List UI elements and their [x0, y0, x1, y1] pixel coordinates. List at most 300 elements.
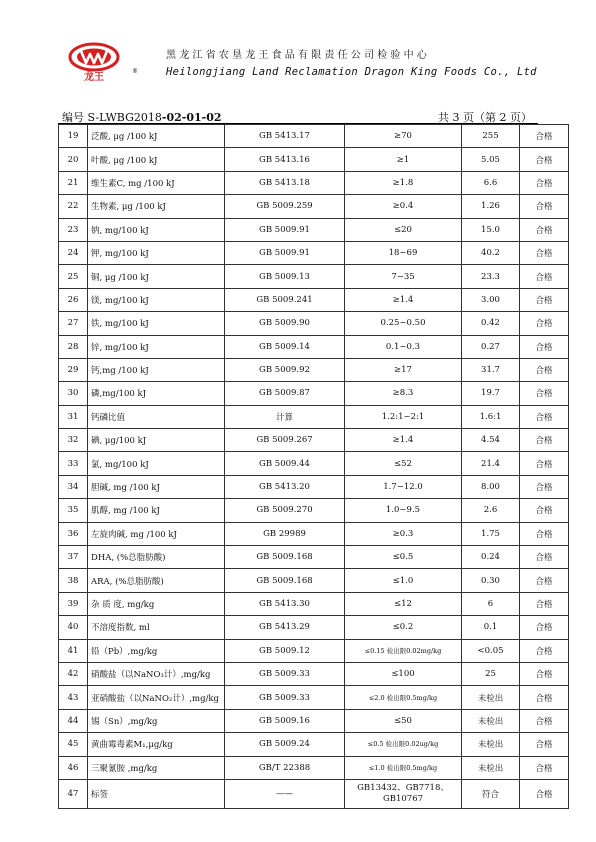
judgement-text: 合格: [535, 132, 553, 143]
test-item: [88, 265, 225, 288]
judgement-text: 合格: [535, 272, 553, 283]
test-method: [225, 429, 345, 452]
test-result: [462, 569, 520, 592]
standard-requirement: [345, 546, 462, 569]
standard-requirement-text: ≥17: [394, 365, 412, 376]
standard-requirement: [345, 312, 462, 335]
results-table-body: [59, 125, 569, 809]
report-number-prefix: 编号 S-LWBG2018: [62, 111, 162, 124]
test-result-text: 未检出: [477, 693, 504, 704]
table-row: [59, 195, 569, 218]
results-table: [58, 124, 569, 809]
judgement-text: 合格: [535, 693, 553, 704]
test-item: [88, 662, 225, 685]
test-result: [462, 639, 520, 662]
test-item-text: 氯, mg/100 kJ: [91, 459, 149, 470]
test-item-text: 叶酸, μg /100 kJ: [91, 155, 158, 166]
test-method: [225, 616, 345, 639]
test-method-text: GB 5009.259: [256, 201, 313, 212]
test-item-text: 钙,mg /100 kJ: [91, 366, 149, 377]
test-item: [88, 429, 225, 452]
judgement-text: 合格: [535, 576, 553, 587]
test-method-text: GB 5009.33: [259, 669, 310, 680]
row-number-text: 21: [67, 177, 79, 188]
row-number-text: 31: [67, 411, 79, 422]
judgement: [520, 616, 569, 639]
row-number-text: 41: [67, 645, 79, 656]
row-number: [59, 125, 88, 148]
table-row: [59, 125, 569, 148]
judgement-text: 合格: [535, 436, 553, 447]
test-method: [225, 241, 345, 264]
test-item: [88, 382, 225, 405]
row-number-text: 22: [67, 201, 79, 212]
test-item-text: 镁, mg/100 kJ: [91, 295, 149, 306]
test-result-text: 0.24: [481, 552, 500, 563]
standard-requirement: [345, 195, 462, 218]
test-item-text: 铅（Pb）,mg/kg: [91, 646, 158, 657]
table-row: [59, 218, 569, 241]
table-row: [59, 312, 569, 335]
test-method: [225, 312, 345, 335]
test-result: [462, 195, 520, 218]
report-header: [58, 38, 538, 88]
judgement-text: 合格: [535, 740, 553, 751]
standard-requirement: [345, 452, 462, 475]
test-method: [225, 171, 345, 194]
table-row: [59, 241, 569, 264]
row-number: [59, 148, 88, 171]
test-method: [225, 639, 345, 662]
test-item-text: 泛酸, μg /100 kJ: [91, 132, 158, 143]
standard-requirement-text: ≥1.4: [392, 294, 414, 305]
judgement: [520, 265, 569, 288]
dragon-king-logo: [66, 42, 130, 82]
judgement: [520, 686, 569, 709]
row-number-text: 25: [67, 271, 79, 282]
test-method: [225, 148, 345, 171]
test-method-text: GB 5009.44: [259, 458, 310, 469]
standard-requirement: [345, 499, 462, 522]
standard-requirement-text: ≤2.0 检出限0.5mg/kg: [368, 693, 438, 702]
test-item-text: 维生素C, mg /100 kJ: [91, 178, 175, 189]
test-item: [88, 546, 225, 569]
test-method: [225, 475, 345, 498]
test-item: [88, 475, 225, 498]
row-number-text: 19: [67, 131, 79, 142]
judgement: [520, 475, 569, 498]
row-number: [59, 709, 88, 732]
judgement: [520, 335, 569, 358]
table-row: [59, 499, 569, 522]
standard-requirement-text: 7~35: [391, 271, 415, 282]
test-result: [462, 616, 520, 639]
test-result-text: 4.54: [481, 435, 500, 446]
table-row: [59, 639, 569, 662]
test-method: [225, 195, 345, 218]
row-number-text: 27: [67, 318, 79, 329]
test-result-text: 31.7: [481, 365, 500, 376]
test-method-text: GB 5009.14: [259, 341, 310, 352]
test-result: [462, 218, 520, 241]
test-method-text: GB 5413.18: [259, 177, 310, 188]
table-row: [59, 405, 569, 428]
row-number: [59, 358, 88, 381]
row-number: [59, 335, 88, 358]
test-method-text: GB 5413.17: [259, 131, 310, 142]
test-result: [462, 452, 520, 475]
judgement-text: 合格: [535, 506, 553, 517]
judgement: [520, 546, 569, 569]
test-result-text: 25: [485, 669, 496, 680]
standard-requirement-text: ≤100: [391, 669, 415, 680]
standard-requirement-text: 1.2:1~2:1: [381, 411, 425, 422]
standard-requirement: [345, 662, 462, 685]
judgement-text: 合格: [535, 342, 553, 353]
test-method-text: GB 5009.270: [256, 505, 313, 516]
table-row: [59, 709, 569, 732]
test-item: [88, 639, 225, 662]
test-result-text: 未检出: [477, 740, 504, 751]
org-name-cn: 黑龙江省农垦龙王食品有限责任公司检验中心: [166, 50, 430, 61]
judgement-text: 合格: [535, 178, 553, 189]
judgement-text: 合格: [535, 716, 553, 727]
table-row: [59, 546, 569, 569]
test-result: [462, 779, 520, 808]
test-item: [88, 218, 225, 241]
test-result: [462, 288, 520, 311]
judgement: [520, 358, 569, 381]
test-item-text: DHA, (%总脂肪酸): [91, 553, 166, 564]
test-method: [225, 358, 345, 381]
page-info: 共 3 页（第 2 页）: [438, 111, 532, 124]
standard-requirement: [345, 265, 462, 288]
test-method: [225, 709, 345, 732]
test-method: [225, 592, 345, 615]
judgement: [520, 405, 569, 428]
row-number-text: 40: [67, 622, 79, 633]
test-item-text: 杂 质 度, mg/kg: [91, 600, 155, 610]
standard-requirement: [345, 171, 462, 194]
test-result: [462, 499, 520, 522]
row-number: [59, 639, 88, 662]
test-item: [88, 148, 225, 171]
judgement-text: 合格: [535, 553, 553, 564]
test-method: [225, 405, 345, 428]
test-method: [225, 569, 345, 592]
test-item-text: 胆碱, mg /100 kJ: [91, 483, 160, 494]
standard-requirement-text: 0.25~0.50: [380, 318, 426, 329]
test-item: [88, 312, 225, 335]
standard-requirement-text: ≥8.3: [392, 388, 414, 399]
test-item: [88, 499, 225, 522]
row-number-text: 47: [67, 788, 79, 799]
judgement: [520, 522, 569, 545]
row-number: [59, 429, 88, 452]
table-row: [59, 522, 569, 545]
standard-requirement: [345, 125, 462, 148]
test-method-text: GB 5009.92: [259, 365, 310, 376]
test-result: [462, 756, 520, 779]
row-number-text: 23: [67, 224, 79, 235]
test-item-text: 生物素, μg /100 kJ: [91, 202, 166, 213]
standard-requirement: [345, 405, 462, 428]
row-number: [59, 195, 88, 218]
judgement-text: 合格: [535, 249, 553, 260]
table-row: [59, 475, 569, 498]
test-item-text: 锡（Sn）,mg/kg: [91, 716, 158, 727]
test-item: [88, 592, 225, 615]
table-row: [59, 756, 569, 779]
table-row: [59, 733, 569, 756]
standard-requirement-text: GB13432、GB7718、GB10767: [357, 783, 449, 804]
row-number: [59, 171, 88, 194]
test-item-text: 标签: [91, 789, 109, 800]
judgement-text: 合格: [535, 670, 553, 681]
row-number-text: 35: [67, 505, 79, 516]
test-item-text: 不溶度指数, ml: [91, 623, 150, 634]
test-method-text: GB 5009.241: [256, 294, 313, 305]
test-method: [225, 686, 345, 709]
judgement-text: 合格: [535, 319, 553, 330]
judgement: [520, 288, 569, 311]
row-number-text: 28: [67, 341, 79, 352]
test-result: [462, 709, 520, 732]
test-method: [225, 265, 345, 288]
standard-requirement-text: ≥1.8: [392, 177, 414, 188]
test-item-text: 黄曲霉毒素M₁,μg/kg: [91, 740, 173, 751]
test-method-text: GB 5009.12: [259, 645, 310, 656]
test-item-text: 左旋肉碱, mg /100 kJ: [91, 529, 177, 540]
judgement-text: 合格: [535, 202, 553, 213]
standard-requirement-text: ≥1: [396, 154, 410, 165]
standard-requirement-text: 0.1~0.3: [385, 341, 421, 352]
table-row: [59, 265, 569, 288]
table-row: [59, 662, 569, 685]
standard-requirement: [345, 756, 462, 779]
test-item-text: ARA, (%总脂肪酸): [91, 576, 164, 587]
test-method: [225, 546, 345, 569]
test-result-text: 0.42: [481, 318, 500, 329]
test-method: [225, 125, 345, 148]
judgement: [520, 312, 569, 335]
standard-requirement-text: ≥0.3: [392, 528, 414, 539]
row-number: [59, 733, 88, 756]
standard-requirement-text: ≥0.4: [392, 201, 414, 212]
test-result: [462, 522, 520, 545]
standard-requirement: [345, 382, 462, 405]
test-method: [225, 733, 345, 756]
test-item-text: 铜, μg /100 kJ: [91, 272, 149, 283]
judgement: [520, 709, 569, 732]
judgement: [520, 569, 569, 592]
judgement-text: 合格: [535, 600, 553, 610]
judgement-text: 合格: [535, 366, 553, 377]
test-result: [462, 733, 520, 756]
row-number: [59, 662, 88, 685]
test-method-text: GB 5009.33: [259, 692, 310, 703]
judgement: [520, 171, 569, 194]
row-number-text: 43: [67, 692, 79, 703]
table-row: [59, 148, 569, 171]
row-number-text: 29: [67, 365, 79, 376]
table-row: [59, 686, 569, 709]
row-number-text: 39: [67, 599, 79, 609]
test-result-text: 未检出: [477, 763, 504, 774]
row-number: [59, 686, 88, 709]
row-number: [59, 592, 88, 615]
test-item-text: 磷,mg/100 kJ: [91, 389, 147, 400]
standard-requirement-text: ≤12: [394, 599, 412, 609]
test-result-text: 符合: [481, 789, 499, 800]
test-method-text: GB 5009.168: [256, 552, 313, 563]
test-item: [88, 452, 225, 475]
registered-mark: ®: [132, 68, 138, 75]
judgement: [520, 779, 569, 808]
test-method-text: GB 5009.24: [259, 739, 310, 750]
standard-requirement-text: 1.7~12.0: [383, 482, 423, 493]
standard-requirement: [345, 733, 462, 756]
standard-requirement-text: 1.0~9.5: [385, 505, 421, 516]
standard-requirement-text: ≤0.15 检出限0.02mg/kg: [364, 646, 442, 655]
test-method-text: GB 5413.30: [259, 599, 310, 609]
test-item-text: 硝酸盐（以NaNO₃计）,mg/kg: [91, 670, 211, 681]
test-result: [462, 265, 520, 288]
test-item: [88, 779, 225, 808]
judgement: [520, 195, 569, 218]
judgement-text: 合格: [535, 389, 553, 400]
row-number: [59, 241, 88, 264]
logo-text: 龙王: [84, 72, 104, 82]
test-method: [225, 522, 345, 545]
test-method-text: GB 5009.90: [259, 318, 310, 329]
test-item: [88, 171, 225, 194]
test-result-text: 3.00: [481, 294, 500, 305]
test-method-text: GB 5413.20: [259, 482, 310, 493]
row-number: [59, 779, 88, 808]
judgement: [520, 662, 569, 685]
table-row: [59, 288, 569, 311]
test-item-text: 锌, mg/100 kJ: [91, 342, 149, 353]
test-method: [225, 756, 345, 779]
judgement: [520, 639, 569, 662]
table-row: [59, 429, 569, 452]
row-number: [59, 382, 88, 405]
table-row: [59, 335, 569, 358]
table-row: [59, 779, 569, 808]
test-result: [462, 429, 520, 452]
row-number: [59, 452, 88, 475]
judgement-text: 合格: [535, 529, 553, 540]
standard-requirement-text: ≤1.0: [392, 575, 414, 586]
org-name-en: Heilongjiang Land Reclamation Dragon King Foods Co., Ltd: [166, 66, 537, 78]
judgement: [520, 429, 569, 452]
standard-requirement-text: ≤20: [394, 224, 412, 235]
judgement-text: 合格: [535, 412, 553, 423]
table-row: [59, 452, 569, 475]
test-result: [462, 312, 520, 335]
test-result-text: 19.7: [481, 388, 500, 399]
row-number: [59, 522, 88, 545]
standard-requirement-text: ≤0.5 检出限0.02ug/kg: [367, 740, 439, 749]
test-result: [462, 475, 520, 498]
judgement-text: 合格: [535, 295, 553, 306]
judgement-text: 合格: [535, 789, 553, 800]
test-item: [88, 709, 225, 732]
test-method-text: GB 5009.87: [259, 388, 310, 399]
test-item: [88, 756, 225, 779]
test-result-text: 0.1: [483, 622, 498, 633]
test-item-text: 钙磷比值: [91, 412, 126, 423]
table-row: [59, 616, 569, 639]
row-number: [59, 312, 88, 335]
test-result-text: 5.05: [481, 154, 500, 165]
test-result: [462, 241, 520, 264]
test-result-text: <0.05: [477, 645, 504, 656]
standard-requirement-text: ≤1.0 检出限0.5mg/kg: [368, 763, 438, 772]
test-item-text: 肌醇, mg /100 kJ: [91, 506, 160, 517]
test-item: [88, 125, 225, 148]
test-item: [88, 405, 225, 428]
row-number: [59, 499, 88, 522]
test-method: [225, 499, 345, 522]
table-row: [59, 382, 569, 405]
standard-requirement-text: ≤52: [394, 458, 412, 469]
standard-requirement-text: ≤50: [394, 715, 412, 726]
table-row: [59, 569, 569, 592]
test-result: [462, 592, 520, 615]
test-result-text: 未检出: [477, 716, 504, 727]
test-item: [88, 569, 225, 592]
row-number: [59, 616, 88, 639]
judgement: [520, 148, 569, 171]
row-number-text: 26: [67, 294, 79, 305]
judgement: [520, 756, 569, 779]
judgement-text: 合格: [535, 763, 553, 774]
test-result-text: 0.27: [481, 341, 500, 352]
test-result-text: 21.4: [481, 458, 500, 469]
row-number-text: 32: [67, 435, 79, 446]
row-number: [59, 265, 88, 288]
test-item-text: 钠, mg/100 kJ: [91, 225, 149, 236]
standard-requirement: [345, 218, 462, 241]
standard-requirement: [345, 475, 462, 498]
test-item-text: 三聚氰胺 ,mg/kg: [91, 763, 158, 774]
test-method: [225, 452, 345, 475]
test-item-text: 亚硝酸盐（以NaNO₂计）,mg/kg: [91, 693, 219, 704]
standard-requirement: [345, 522, 462, 545]
test-item: [88, 733, 225, 756]
standard-requirement-text: ≥1.4: [392, 435, 414, 446]
test-result-text: 8.00: [481, 482, 500, 493]
row-number: [59, 546, 88, 569]
judgement-text: 合格: [535, 623, 553, 634]
judgement-text: 合格: [535, 155, 553, 166]
test-result: [462, 335, 520, 358]
test-result: [462, 405, 520, 428]
report-number-suffix: -02-01-02: [161, 111, 222, 124]
test-method: [225, 218, 345, 241]
test-result-text: 1.26: [481, 201, 500, 212]
judgement-text: 合格: [535, 225, 553, 236]
row-number-text: 24: [67, 248, 79, 259]
test-result: [462, 171, 520, 194]
standard-requirement: [345, 358, 462, 381]
table-row: [59, 592, 569, 615]
row-number: [59, 288, 88, 311]
standard-requirement: [345, 592, 462, 615]
test-item-text: 钾, mg/100 kJ: [91, 249, 149, 260]
